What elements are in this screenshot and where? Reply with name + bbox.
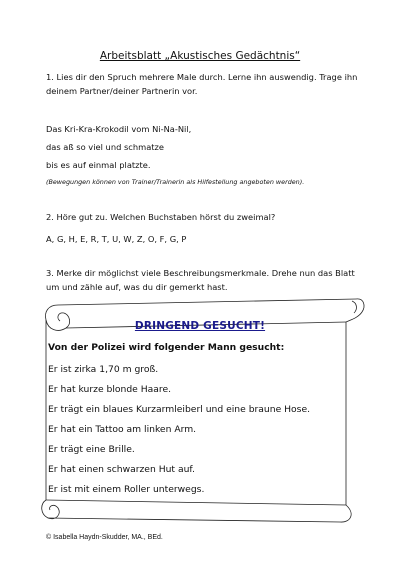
wanted-line-5: Er trägt eine Brille. (48, 444, 135, 455)
verse-line-1: Das Kri-Kra-Krokodil vom Ni-Na-Nil, (46, 124, 192, 134)
task3-instruction-line1: 3. Merke dir möglichst viele Beschreibungsmerkmale. Drehe nun das Blatt (46, 268, 355, 278)
wanted-line-3: Er trägt ein blaues Kurzarmleiberl und eine braune Hose. (48, 404, 311, 415)
verse-line-3: bis es auf einmal platzte. (46, 160, 151, 170)
wanted-title: DRINGEND GESUCHT! (134, 320, 266, 332)
wanted-line-1: Er ist zirka 1,70 m groß. (48, 364, 159, 375)
verse-line-2: das aß so viel und schmatze (46, 142, 164, 152)
task1-instruction-line1: 1. Lies dir den Spruch mehrere Male durch. Lerne ihn auswendig. Trage ihn (46, 72, 358, 82)
copyright-footer: © Isabella Haydn-Skudder, MA., BEd. (46, 534, 163, 541)
verse-note: (Bewegungen können von Trainer/Trainerin als Hilfestellung angeboten werden). (46, 178, 305, 186)
task2-letters: A, G, H, E, R, T, U, W, Z, O, F, G, P (46, 234, 187, 244)
task2-instruction: 2. Höre gut zu. Welchen Buchstaben hörst du zweimal? (46, 212, 276, 222)
wanted-line-2: Er hat kurze blonde Haare. (48, 384, 172, 395)
wanted-subtitle: Von der Polizei wird folgender Mann gesucht: (48, 342, 285, 353)
wanted-line-6: Er hat einen schwarzen Hut auf. (48, 464, 195, 475)
wanted-line-7: Er ist mit einem Roller unterwegs. (48, 484, 205, 495)
task1-instruction-line2: deinem Partner/deiner Partnerin vor. (46, 86, 198, 96)
wanted-line-4: Er hat ein Tattoo am linken Arm. (48, 424, 197, 435)
task3-instruction-line2: um und zähle auf, was du dir gemerkt hast. (46, 282, 228, 292)
worksheet-title: Arbeitsblatt „Akustisches Gedächtnis“ (99, 50, 301, 62)
